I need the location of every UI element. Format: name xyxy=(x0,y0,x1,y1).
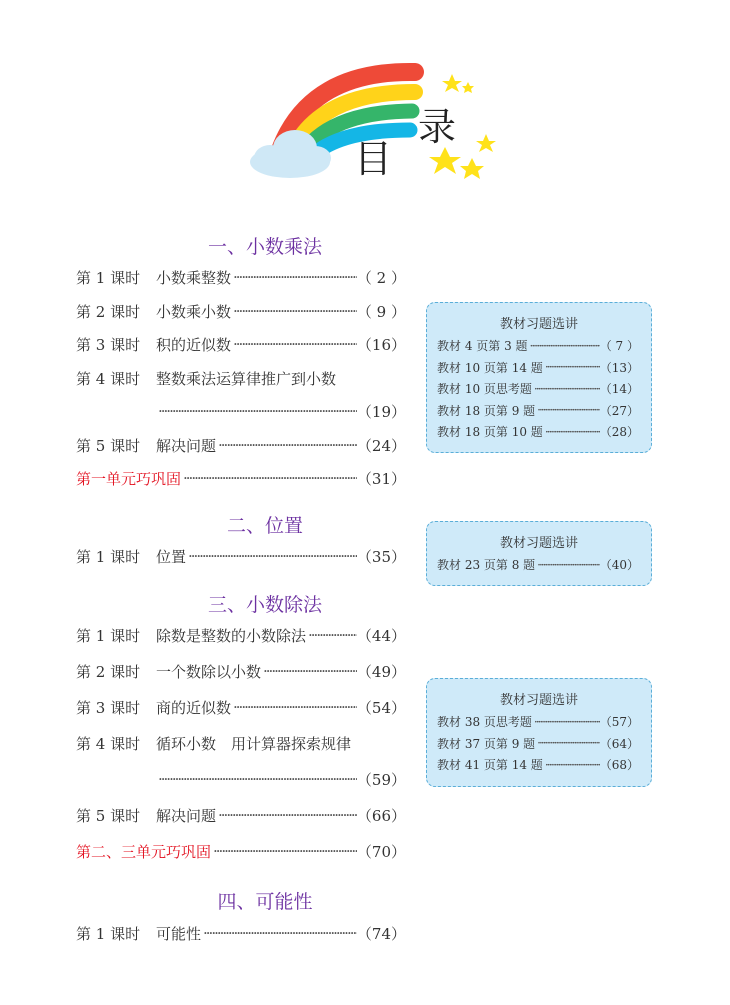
exercise-item-text: 教材 18 页第 9 题 xyxy=(437,403,536,418)
exercise-box-title: 教材习题选讲 xyxy=(499,693,578,708)
exercise-item-page: （28） xyxy=(599,425,639,440)
exercise-item[interactable] xyxy=(427,421,651,443)
leader-dots xyxy=(231,302,357,320)
toc-lesson-title: 小数乘整数 xyxy=(156,268,232,287)
star-icon xyxy=(476,134,496,152)
exercise-item-text: 教材 18 页第 10 题 xyxy=(437,425,543,440)
leader-dots xyxy=(543,758,600,772)
toc-lesson-label: 第 3 课时 xyxy=(76,698,141,717)
leader-dots xyxy=(535,558,600,572)
exercise-box xyxy=(426,521,652,586)
leader-dots xyxy=(535,403,600,417)
toc-row[interactable] xyxy=(76,300,406,322)
section-title-position: 二、位置 xyxy=(226,515,303,537)
star-icon xyxy=(429,147,461,174)
leader-dots xyxy=(543,360,600,374)
exercise-item-page: （14） xyxy=(599,382,639,397)
section-title-division: 三、小数除法 xyxy=(207,594,322,616)
star-icon xyxy=(462,82,474,93)
exercise-box xyxy=(426,302,652,453)
toc-lesson-title: 除数是整数的小数除法 xyxy=(156,626,307,645)
toc-page-number: （70） xyxy=(356,842,406,861)
toc-row[interactable] xyxy=(76,660,406,682)
toc-row[interactable] xyxy=(76,804,406,826)
exercise-box-title: 教材习题选讲 xyxy=(499,536,578,551)
section-title-multiplication: 一、小数乘法 xyxy=(207,236,322,258)
exercise-item-page: （64） xyxy=(599,736,639,751)
toc-row[interactable] xyxy=(76,434,406,456)
toc-lesson-label: 第 5 课时 xyxy=(76,436,141,455)
exercise-item-page: （13） xyxy=(599,360,639,375)
exercise-item-page: （68） xyxy=(599,758,639,773)
toc-page-number: （31） xyxy=(356,469,406,488)
leader-dots xyxy=(201,924,357,942)
toc-row-unit-review[interactable] xyxy=(76,840,406,862)
exercise-item-text: 教材 4 页第 3 题 xyxy=(437,339,528,354)
star-icon xyxy=(442,74,462,92)
leader-dots xyxy=(528,339,600,353)
exercise-item-text: 教材 10 页第 14 题 xyxy=(437,360,543,375)
leader-dots xyxy=(156,770,357,788)
toc-lesson-label: 第 1 课时 xyxy=(76,626,141,645)
exercise-item-text: 教材 10 页思考题 xyxy=(437,382,532,397)
exercise-item[interactable] xyxy=(427,357,651,379)
toc-row[interactable] xyxy=(76,922,406,944)
toc-review-title: 第二、三单元巧巩固 xyxy=(76,842,212,861)
toc-page-number: （54） xyxy=(356,698,406,717)
toc-row-continued[interactable] xyxy=(76,768,406,790)
toc-lesson-label: 第 5 课时 xyxy=(76,806,141,825)
exercise-item-page: （40） xyxy=(599,558,639,573)
toc-page-number: （19） xyxy=(356,402,406,421)
toc-page-number: （24） xyxy=(356,436,406,455)
toc-lesson-title: 可能性 xyxy=(156,924,202,943)
toc-page-number: （49） xyxy=(356,662,406,681)
title-char-lu: 录 xyxy=(418,105,457,149)
leader-dots xyxy=(156,402,357,420)
exercise-item-text: 教材 38 页思考题 xyxy=(437,715,532,730)
toc-row-unit-review[interactable] xyxy=(76,467,406,489)
section-title-probability: 四、可能性 xyxy=(217,891,313,913)
toc-row[interactable] xyxy=(76,732,406,754)
exercise-box-title: 教材习题选讲 xyxy=(499,317,578,332)
exercise-item[interactable] xyxy=(427,711,651,733)
leader-dots xyxy=(186,547,357,565)
toc-lesson-title: 商的近似数 xyxy=(156,698,232,717)
header-rainbow-art xyxy=(240,50,520,200)
toc-lesson-label: 第 3 课时 xyxy=(76,335,141,354)
toc-page-number: （66） xyxy=(356,806,406,825)
exercise-item[interactable] xyxy=(427,400,651,422)
toc-row[interactable] xyxy=(76,266,406,288)
exercise-item-page: （57） xyxy=(599,715,639,730)
exercise-item-text: 教材 37 页第 9 题 xyxy=(437,736,536,751)
toc-row[interactable] xyxy=(76,333,406,355)
toc-page-number: （16） xyxy=(356,335,406,354)
leader-dots xyxy=(216,436,357,454)
toc-lesson-title: 解决问题 xyxy=(156,436,217,455)
toc-page-number: （44） xyxy=(356,626,406,645)
toc-lesson-title: 一个数除以小数 xyxy=(156,662,262,681)
toc-lesson-label: 第 4 课时 xyxy=(76,369,141,388)
toc-lesson-label: 第 2 课时 xyxy=(76,302,141,321)
toc-row[interactable] xyxy=(76,545,406,567)
exercise-item-text: 教材 23 页第 8 题 xyxy=(437,558,536,573)
toc-lesson-label: 第 2 课时 xyxy=(76,662,141,681)
leader-dots xyxy=(532,382,600,396)
toc-lesson-label: 第 1 课时 xyxy=(76,924,141,943)
exercise-item[interactable] xyxy=(427,754,651,776)
leader-dots xyxy=(261,662,357,680)
exercise-box xyxy=(426,678,652,787)
leader-dots xyxy=(231,698,357,716)
toc-lesson-label: 第 1 课时 xyxy=(76,547,141,566)
toc-page-number: （74） xyxy=(356,924,406,943)
title-char-mu: 目 xyxy=(354,137,393,181)
toc-lesson-title: 解决问题 xyxy=(156,806,217,825)
leader-dots xyxy=(231,335,357,353)
exercise-item-page: （27） xyxy=(599,403,639,418)
star-icon xyxy=(460,158,484,179)
toc-lesson-title: 小数乘小数 xyxy=(156,302,232,321)
exercise-item-page: （ 7 ） xyxy=(599,339,639,354)
exercise-item[interactable] xyxy=(427,554,651,576)
toc-lesson-label: 第 4 课时 xyxy=(76,734,141,753)
toc-page-number: （35） xyxy=(356,547,406,566)
leader-dots xyxy=(306,626,357,644)
toc-page-number: （ 9 ） xyxy=(356,302,406,321)
leader-dots xyxy=(181,469,357,487)
leader-dots xyxy=(216,806,357,824)
exercise-item[interactable] xyxy=(427,335,651,357)
toc-row[interactable] xyxy=(76,696,406,718)
toc-row-continued[interactable] xyxy=(76,400,406,422)
toc-page-number: （59） xyxy=(356,770,406,789)
leader-dots xyxy=(532,715,600,729)
toc-row[interactable] xyxy=(76,624,406,646)
toc-row[interactable] xyxy=(76,367,406,389)
toc-page-number: （ 2 ） xyxy=(356,268,406,287)
toc-review-title: 第一单元巧巩固 xyxy=(76,469,182,488)
leader-dots xyxy=(535,736,600,750)
leader-dots xyxy=(231,268,357,286)
exercise-item-text: 教材 41 页第 14 题 xyxy=(437,758,543,773)
leader-dots xyxy=(211,842,357,860)
exercise-item[interactable] xyxy=(427,378,651,400)
toc-lesson-title: 整数乘法运算律推广到小数 xyxy=(156,369,337,388)
toc-lesson-title: 位置 xyxy=(156,547,187,566)
toc-lesson-title: 积的近似数 xyxy=(156,335,232,354)
exercise-item[interactable] xyxy=(427,733,651,755)
toc-lesson-label: 第 1 课时 xyxy=(76,268,141,287)
leader-dots xyxy=(543,425,600,439)
toc-lesson-title: 循环小数 用计算器探索规律 xyxy=(156,734,352,753)
